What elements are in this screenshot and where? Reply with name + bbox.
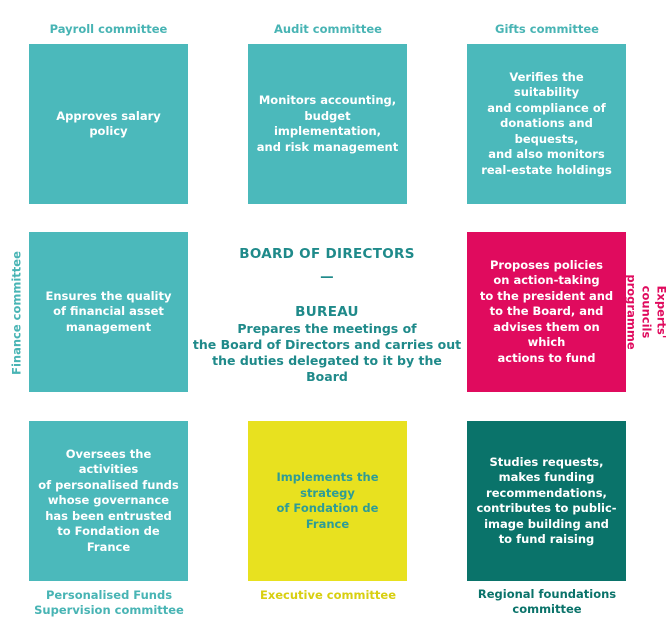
personalised-funds-text: Oversees the activities of personalised funds whose governance has been entrusted to Fondation de France (38, 446, 179, 554)
bureau-description: Prepares the meetings of the Board of Directors and carries out the duties delegated to it by the Board (192, 321, 462, 384)
personalised-funds-box (29, 421, 188, 581)
experts-councils-box (467, 232, 626, 392)
regional-foundations-box (467, 421, 626, 581)
executive-committee-caption: Executive committee (259, 588, 397, 602)
gifts-committee-caption: Gifts committee (495, 22, 599, 36)
executive-committee-box (248, 421, 407, 581)
experts-councils-caption: Experts' councils programme (624, 274, 668, 350)
regional-foundations-text: Studies requests, makes funding recommendations, contributes to public- image building and to fund raising (476, 454, 617, 546)
audit-committee-text: Monitors accounting, budget implementation, and risk management (256, 93, 399, 154)
finance-committee-text: Ensures the quality of financial asset management (45, 288, 172, 334)
audit-committee-box (248, 44, 407, 204)
board-center-block (192, 246, 462, 385)
gifts-committee-text: Verifies the suitability and compliance of donations and bequests, and also monitors real-estate holdings (481, 69, 612, 177)
finance-committee-caption: Finance committee (9, 251, 24, 375)
experts-councils-text: Proposes policies on action-taking to the president and to the Board, and advises them on which actions to fund (479, 257, 614, 365)
payroll-committee-caption: Payroll committee (49, 22, 168, 36)
regional-foundations-caption: Regional foundations committee (477, 587, 617, 616)
gifts-committee-box (467, 44, 626, 204)
finance-committee-box (29, 232, 188, 392)
personalised-funds-caption: Personalised Funds Supervision committee (34, 588, 184, 617)
bureau-title: BUREAU (295, 304, 359, 320)
board-of-directors-title: BOARD OF DIRECTORS (239, 246, 415, 262)
executive-committee-text: Implements the strategy of Fondation de France (276, 470, 379, 531)
payroll-committee-text: Approves salary policy (56, 108, 161, 138)
audit-committee-caption: Audit committee (274, 22, 382, 36)
board-bureau-dash: — (320, 269, 334, 285)
payroll-committee-box (29, 44, 188, 204)
